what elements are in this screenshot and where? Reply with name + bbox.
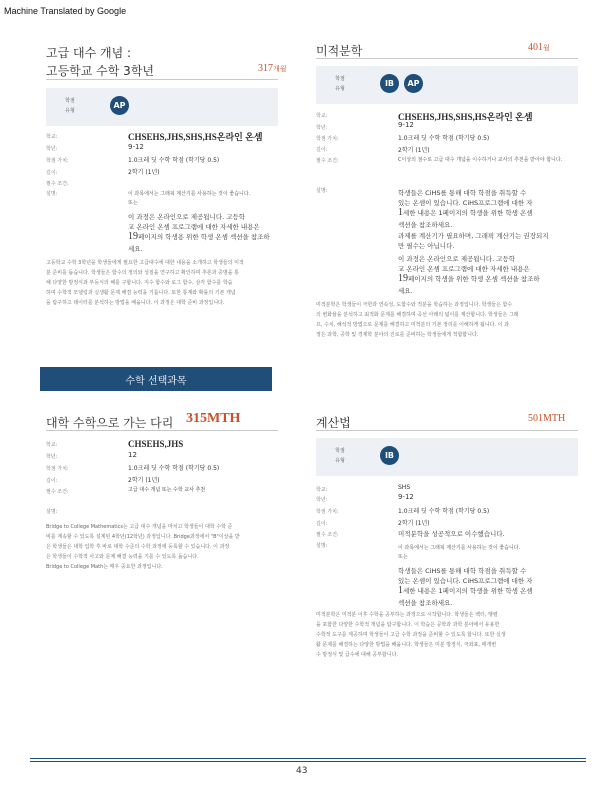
desc-label: 설명: <box>46 509 58 515</box>
course-code: 501MTH <box>528 413 566 424</box>
credits-label: 학점 가치: <box>46 158 69 164</box>
cihs-para-2: 있는 온셈이 있습니다. CiHS프로그램에 대한 자 <box>398 199 533 207</box>
online-para-3: 19페이지의 학생을 위한 학생 온셈 섹션을 참조하 <box>398 273 540 284</box>
length-label: 길이: <box>46 478 58 484</box>
length-value: 2학기 (1년) <box>398 147 430 154</box>
length-label: 길이: <box>316 521 328 527</box>
band-label: 학점 유형 <box>65 98 75 114</box>
course-title-line2: 고등학교 수학 3학년 <box>46 64 155 78</box>
school-value: CHSEHS,JHS <box>128 439 184 449</box>
desc-note2: 또는 <box>398 554 408 560</box>
cihs-para-4: 섹션을 참조하세요. <box>398 221 453 229</box>
ap-badge-icon: AP <box>110 96 129 115</box>
course-body: 고등학교 수학 3학년을 학생들에게 필요한 고급대수에 대한 내용을 소개하고 학생들의 미적 분 준비를 돕습니다. 학생들은 함수의 정의와 성질을 연구하고 확인하며 추론과 증명을 통 해 다양한 방정식과 부등식의 해를 구합니다. 지수 함수와 로그 함수, 삼각 함수를 학습 하며 수학적 모델링과 실생활 문제 해결 능력을 기릅니다. 또한 통계와 확률의 기본 개념 을 탐구하고 데이터를 분석하는 방법을 배웁니다. 이 과정은 대학 준비 과정입니다. <box>46 260 244 306</box>
course-code: 401월 <box>528 42 550 53</box>
course-title: 계산법 <box>316 416 351 430</box>
divider <box>316 58 578 59</box>
grade-label: 학년: <box>46 146 58 152</box>
course-title-line1: 고급 대수 개념 : <box>46 46 132 60</box>
ib-badge-icon: IB <box>380 74 399 93</box>
ib-badge-icon: IB <box>380 446 399 465</box>
course-body: Bridge to College Mathematics는 고급 대수 개념을 마치고 학생들이 대학 수학 준 비를 계속할 수 있도록 설계된 4학년(12학년) 과정입니다. Bridge과정에서 "B"이상을 받 은 학생들은 대학 입학 후 바로 대학 수준의 수학 과정에 등록할 수 있습니다. 이 과정 은 학생들이 수학적 사고와 문제 해결 능력을 기를 수 있도록 돕습니다. Bridge to College Math는 매우 중요한 과정입니다. <box>46 524 240 570</box>
cihs-para-3: 1세한 내용은 1페이지의 학생을 위한 학생 온셈 <box>398 585 533 596</box>
school-value: SHS <box>398 484 411 491</box>
length-value: 2학기 (1년) <box>398 520 430 527</box>
school-label: 학교: <box>316 113 328 119</box>
length-value: 2학기 (1년) <box>128 169 160 176</box>
course-title: 대학 수학으로 가는 다리 <box>46 416 174 430</box>
band-label: 학점 유형 <box>335 76 345 92</box>
prereq-label: 필수 조건: <box>316 532 339 538</box>
divider <box>316 430 578 431</box>
cihs-para-3: 1세한 내용은 1페이지의 학생을 위한 학생 온셈 <box>398 207 533 218</box>
desc-label: 설명: <box>46 191 58 197</box>
prereq-value: 고급 대수 개념 또는 수학 교사 추천 <box>128 487 206 493</box>
prereq-label: 필수 조건: <box>46 489 69 495</box>
section-banner: 수학 선택과목 <box>40 367 272 391</box>
school-value: CHSEHS,JHS,SHS,HS온라인 온셈 <box>398 112 533 122</box>
calc-para-6: 만 필수는 아닙니다. <box>398 242 455 250</box>
online-para-4: 세요. <box>398 287 413 295</box>
credits-label: 학점 가치: <box>316 509 339 515</box>
grade-value: 9-12 <box>398 121 414 129</box>
school-label: 학교: <box>46 442 58 448</box>
credits-value: 1.0크레 딧 수학 학점 (학기당 0.5) <box>128 465 220 472</box>
course-code: 315MTH <box>186 411 241 426</box>
course-body: 미적분학은 학생들이 극한과 연속성, 도함수와 적분을 학습하는 과정입니다. 학생들은 함수 의 변화율을 분석하고 최적화 문제를 해결하며 곡선 아래의 넓이를 계산합니다. 학생들은 그래 프, 수치, 해석적 방법으로 문제를 해결하고 미적분의 기본 정리를 이해하게 됩니다. 이 과 정은 과학, 공학 및 경제학 분야의 진로를 준비하는 학생들에게 적합합니다. <box>316 302 519 338</box>
calc-para-5: 과제를 계산기가 필요하며, 그래픽 계산기는 권장되지 <box>398 232 549 240</box>
divider <box>46 430 278 431</box>
desc-note: 이 과목에서는 그래픽 계산기를 사용하는 것이 좋습니다. <box>398 545 521 551</box>
credit-type-band <box>316 66 578 104</box>
grade-label: 학년: <box>46 454 58 460</box>
credits-label: 학점 가치: <box>316 136 339 142</box>
desc-note2: 또는 <box>128 200 138 206</box>
credits-value: 1.0크레 딧 수학 학점 (학기당 0.5) <box>398 135 490 142</box>
cihs-para-1: 학생들은 CiHS를 통해 대학 학점을 취득할 수 <box>398 567 527 575</box>
grade-value: 9-12 <box>128 143 144 151</box>
credits-value: 1.0크레 딧 수학 학점 (학기당 0.5) <box>128 157 220 164</box>
grade-value: 12 <box>128 451 137 459</box>
course-title: 미적분학 <box>316 44 363 58</box>
prereq-value: 미적분학을 성공적으로 이수했습니다. <box>398 530 505 538</box>
online-para-4: 세요. <box>128 245 143 253</box>
length-value: 2학기 (1년) <box>128 477 160 484</box>
school-label: 학교: <box>316 487 328 493</box>
course-code: 317개월 <box>258 63 287 74</box>
prereq-label: 필수 조건: <box>46 181 69 187</box>
desc-note: 이 과목에서는 그래픽 계산기를 사용하는 것이 좋습니다. <box>128 191 251 197</box>
prereq-value: C이상의 점수로 고급 대수 개념을 이수하거나 교사의 추천을 받아야 합니다. <box>398 157 563 163</box>
page-number: 43 <box>296 766 308 776</box>
credit-type-band <box>316 438 578 476</box>
credits-value: 1.0크레 딧 수학 학점 (학기당 0.5) <box>398 508 490 515</box>
credit-type-band <box>46 88 278 126</box>
school-label: 학교: <box>46 134 58 140</box>
grade-label: 학년: <box>316 497 328 503</box>
online-para-2: 교 온라인 온셈 프로그램에 대한 자세한 내용은 <box>398 265 530 273</box>
band-label: 학점 유형 <box>335 448 345 464</box>
online-para-3: 19페이지의 학생용 위한 학생 온셈 섹션을 참조하 <box>128 231 270 242</box>
divider <box>46 79 278 80</box>
grade-label: 학년: <box>316 125 328 131</box>
length-label: 길이: <box>316 147 328 153</box>
machine-translated-label: Machine Translated by Google <box>4 6 127 16</box>
online-para-2: 교 온라인 온셈 프로그램에 대한 자세한 내용은 <box>128 223 260 231</box>
desc-label: 설명: <box>316 188 328 194</box>
ap-badge-icon: AP <box>404 74 423 93</box>
cihs-para-2: 있는 온셈이 있습니다. CiHS프로그램에 대한 자 <box>398 577 533 585</box>
footer-rule-top <box>30 758 586 759</box>
prereq-label: 필수 조건: <box>316 158 339 164</box>
course-body: 미적분학은 미적분 이후 수학을 공부하는 과정으로 시작합니다. 학생들은 벡터, 행렬 을 포함한 다양한 수학적 개념을 탐구합니다. 이 학습은 공학과 과학 분야에서 유용한 수학적 도구를 제공하며 학생들이 고급 수학 과정을 준비할 수 있도록 합니다. 또한 실생 활 문제를 해결하는 다양한 방법을 배웁니다. 학생들은 미분 방정식, 극좌표, 매개변 수 방정식 및 급수에 대해 공부합니다. <box>316 612 506 658</box>
grade-value: 9-12 <box>398 493 414 501</box>
desc-label: 설명: <box>316 543 328 549</box>
credits-label: 학점 가치: <box>46 466 69 472</box>
online-para-1: 이 과정은 온라인으로 제공됩니다. 고등학 <box>398 255 516 263</box>
footer-rule-bottom <box>30 761 586 762</box>
length-label: 길이: <box>46 170 58 176</box>
online-para-1: 이 과정은 온라인으로 제공됩니다. 고등학 <box>128 213 246 221</box>
school-value: CHSEHS,JHS,SHS,HS온라인 온셈 <box>128 132 263 142</box>
cihs-para-1: 학생들은 CiHS를 통해 대학 학점을 취득할 수 <box>398 189 527 197</box>
cihs-para-4: 섹션을 참조하세요. <box>398 599 453 607</box>
